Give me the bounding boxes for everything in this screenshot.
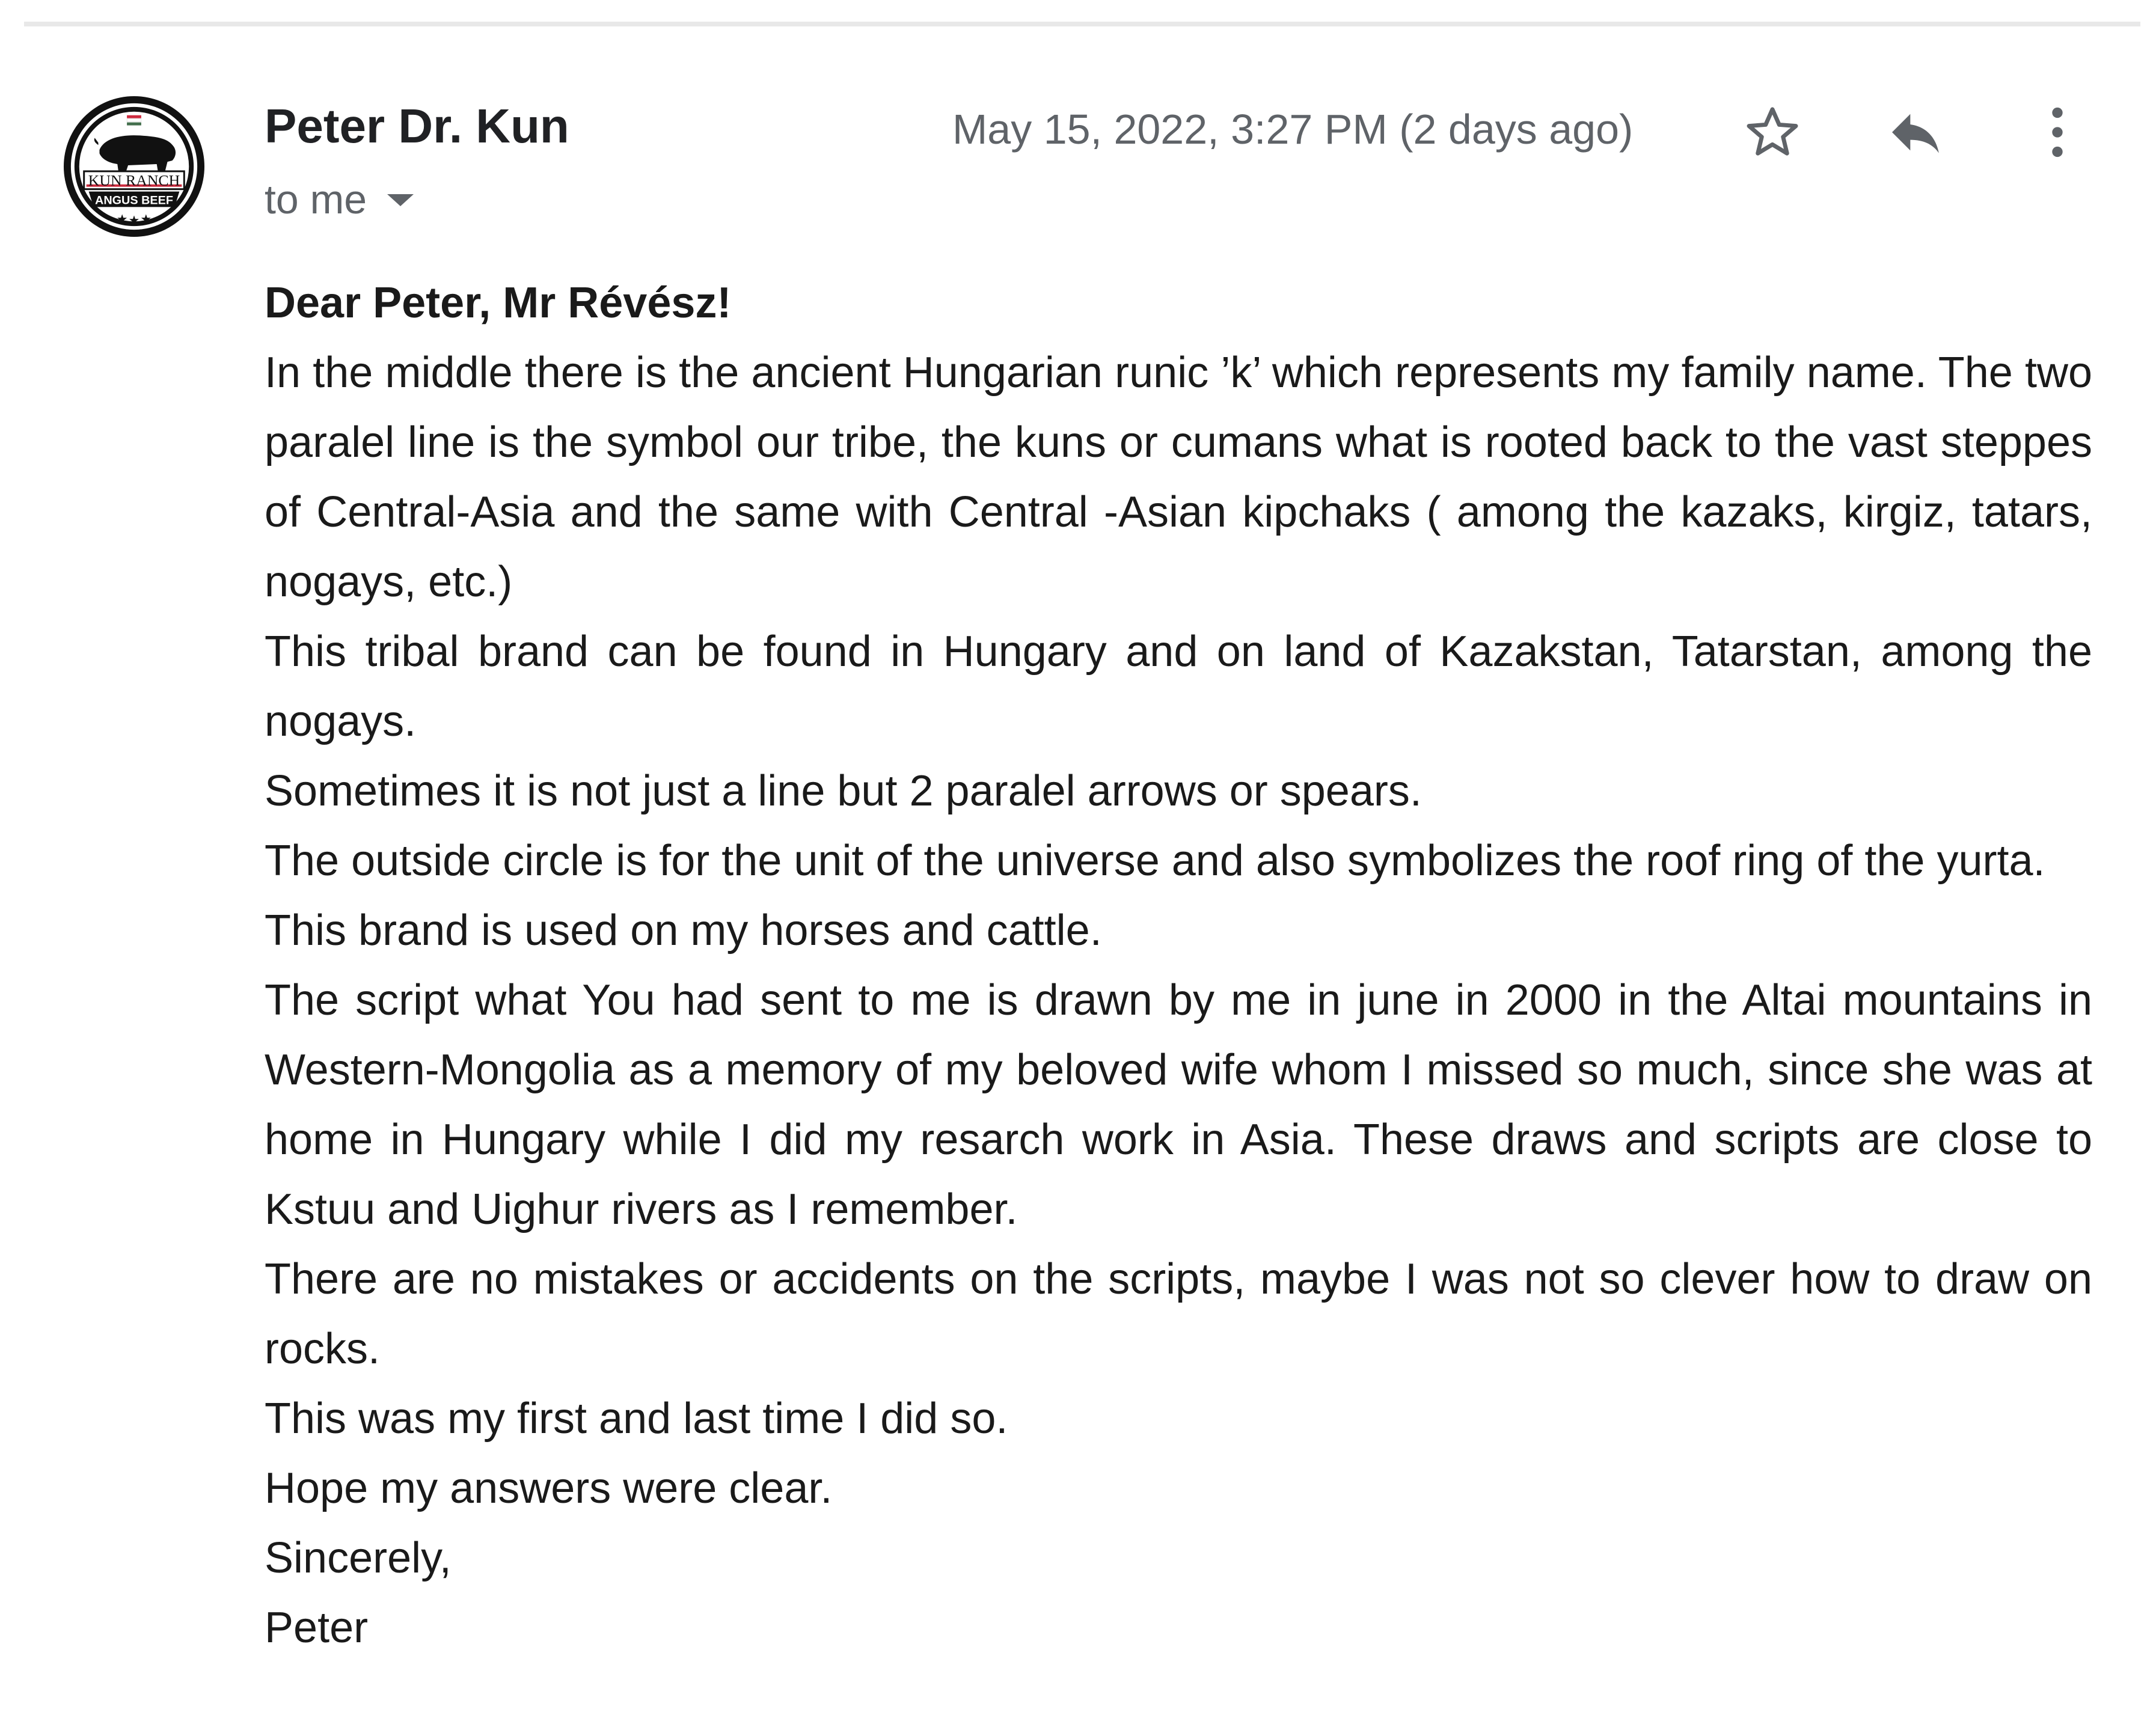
body-paragraph: This was my first and last time I did so. (265, 1395, 1008, 1443)
message-timestamp: May 15, 2022, 3:27 PM (2 days ago) (952, 106, 1634, 153)
body-paragraph: Sometimes it is not just a line but 2 paralel arrows or spears. (265, 767, 1422, 815)
body-paragraph: There are no mistakes or accidents on the scripts, maybe I was not so clever how to draw on rocks. (265, 1255, 2092, 1373)
body-paragraph: Hope my answers were clear. (265, 1464, 833, 1512)
recipients-toggle[interactable] (265, 179, 414, 220)
body-paragraph: This tribal brand can be found in Hungary and on land of Kazakstan, Tatarstan, among the nogays. (265, 628, 2092, 745)
body-paragraph: This brand is used on my horses and cattle. (265, 906, 1102, 955)
more-vert-icon (2026, 101, 2089, 164)
greeting: Dear Peter, Mr Révész! (265, 279, 732, 327)
signature-name: Peter (265, 1604, 369, 1652)
star-icon (1741, 101, 1804, 164)
logo-line-2: ANGUS BEEF (95, 194, 173, 207)
avatar[interactable] (63, 95, 206, 238)
body-paragraph: In the middle there is the ancient Hungarian runic ’k’ which represents my family name. The two paralel line is the symbol our tribe, the kuns or cumans what is rooted back to the vast steppes of Central-Asia and the same with Central -Asian kipchaks ( among the kazaks, kirgiz, tatars, nogays, etc.) (265, 349, 2092, 606)
sign-off: Sincerely, (265, 1534, 452, 1582)
top-divider (24, 22, 2140, 26)
star-button[interactable] (1736, 96, 1808, 168)
recipients-label: to me (265, 177, 367, 222)
kun-ranch-logo-icon (63, 95, 206, 238)
sender-name[interactable]: Peter Dr. Kun (265, 99, 569, 153)
logo-line-1: KUN RANCH (88, 171, 180, 189)
chevron-down-icon[interactable] (387, 194, 414, 206)
body-paragraph: The script what You had sent to me is drawn by me in june in 2000 in the Altai mountains in Western-Mongolia as a memory of my beloved wife whom I missed so much, since she was at home in Hungary while I did my resarch work in Asia. These draws and scripts are close to Kstuu and Uighur rivers as I remember. (265, 976, 2092, 1233)
body-paragraph: The outside circle is for the unit of the universe and also symbolizes the roof ring of the yurta. (265, 837, 2045, 885)
message-body (265, 268, 2092, 1663)
reply-icon (1884, 101, 1947, 164)
reply-button[interactable] (1879, 96, 1952, 168)
more-options-button[interactable] (2021, 96, 2093, 168)
